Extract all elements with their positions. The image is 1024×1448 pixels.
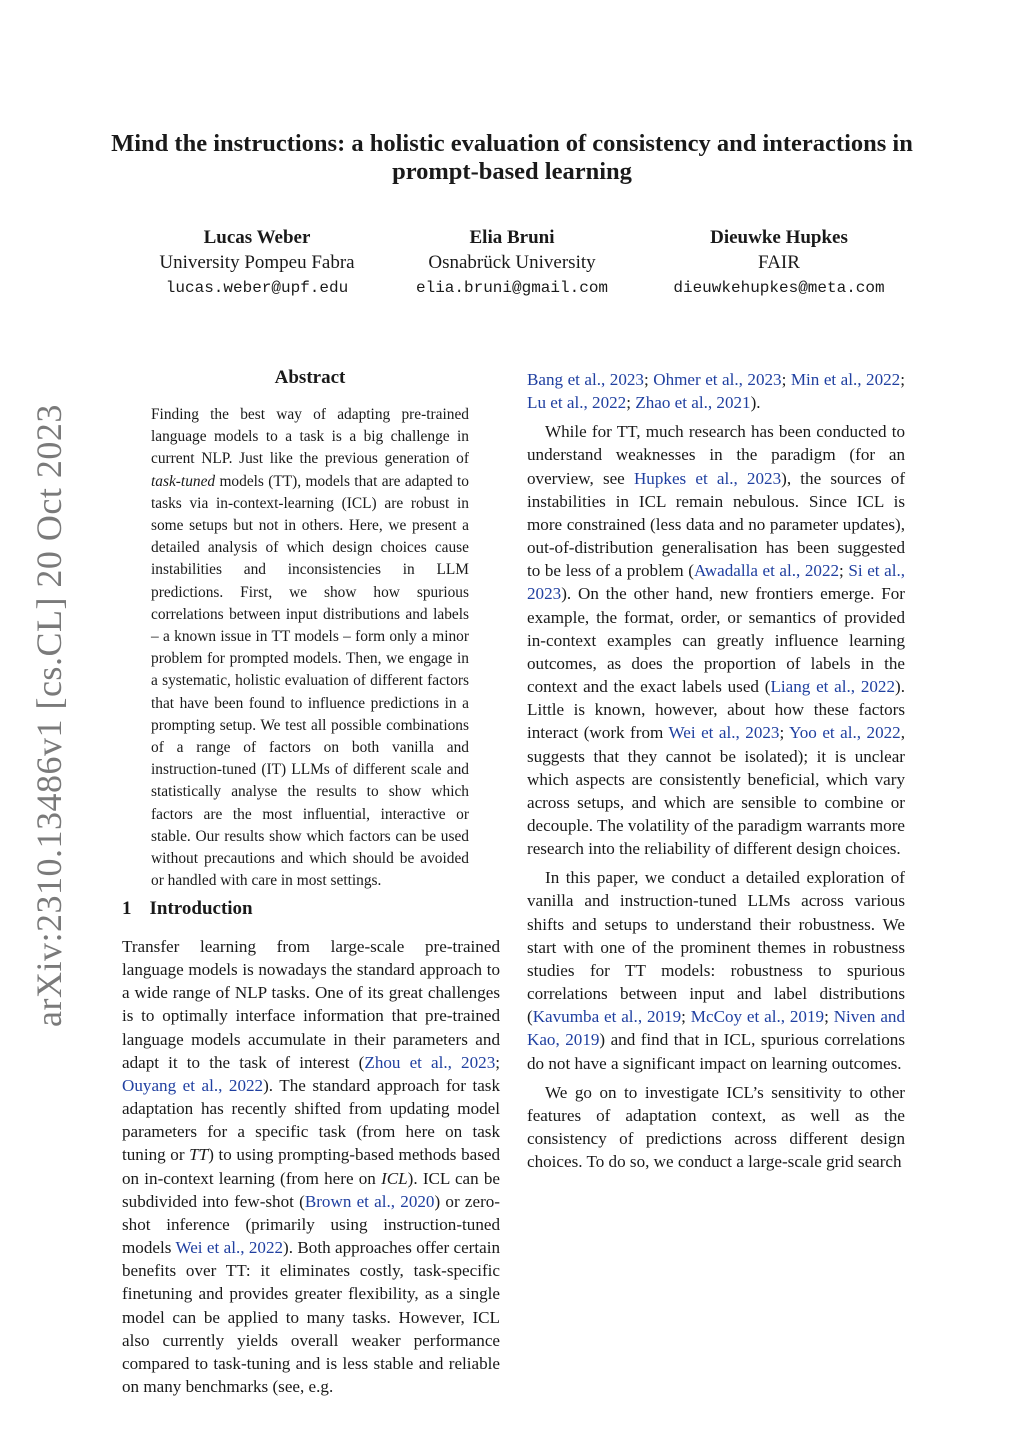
citation-link[interactable]: Brown et al., 2020 — [304, 1191, 435, 1211]
abstract-heading: Abstract — [274, 367, 346, 388]
citation-link[interactable]: Wei et al., 2023 — [668, 723, 780, 743]
section-heading — [122, 898, 253, 920]
citation-link[interactable]: Awadalla et al., 2022 — [693, 561, 840, 581]
citation-link[interactable]: Wei et al., 2022 — [175, 1238, 284, 1258]
author-name: Lucas Weber — [203, 227, 311, 248]
author-email[interactable]: lucas.weber@upf.edu — [165, 279, 349, 297]
citation-link[interactable]: Lu et al., 2022 — [527, 393, 627, 413]
author-name: Dieuwke Hupkes — [710, 227, 848, 248]
emphasis: ICL — [381, 1168, 408, 1188]
paragraph: Bang et al., 2023; Ohmer et al., 2023; Min et al., 2022; Lu et al., 2022; Zhao et al., 2021). — [527, 370, 905, 413]
abstract-text: Finding the best way of adapting pre-trained language models to a task is a big challenge in current NLP. Just like the previous generation of task-tuned models (TT), models that are adapted to tasks via in-context-learning (ICL) are robust in some setups but not in others. Here, we present a detailed analysis of which design choices cause instabilities and inconsistencies in LLM predictions. First, we show how spurious correlations between input distributions and labels – a known issue in TT models – form only a minor problem for prompted models. Then, we engage in a systematic, holistic evaluation of different factors that have been found to influence predictions in a prompting setup. We test all possible combinations of a range of factors on both vanilla and instruction-tuned (IT) LLMs of different scale and statistically analyse the results to show which factors are the most influential, interactive or stable. Our results show which factors can be used without precautions and which should be avoided or handled with care in most settings. — [151, 406, 469, 890]
citation-link[interactable]: McCoy et al., 2019 — [690, 1007, 825, 1027]
paragraph: In this paper, we conduct a detailed exploration of vanilla and instruction-tuned LLMs across various shifts and setups to understand their robustness. We start with one of the prominent themes in robustness studies for TT models: robustness to spurious correlations between input and label distributions (Kavumba et al., 2019; McCoy et al., 2019; Niven and Kao, 2019) and find that in ICL, spurious correlations do not have a significant impact on learning outcomes. — [527, 868, 906, 1073]
left-column — [122, 935, 500, 1404]
citation-link[interactable]: Niven and Kao, 2019 — [527, 1007, 906, 1050]
citation-link[interactable]: Min et al., 2022 — [790, 370, 901, 389]
paragraph: Transfer learning from large-scale pre-trained language models is nowadays the standard approach to a wide range of NLP tasks. One of its great challenges is to optimally interface information that pre-trained language models accumulate in their parameters and adapt it to the task of interest (Zhou et al., 2023; Ouyang et al., 2022). The standard approach for task adaptation has recently shifted from updating model parameters for a specific task (from here on task tuning or TT) to using prompting-based methods based on in-context learning (from here on ICL). ICL can be subdivided into few-shot (Brown et al., 2020) or zero-shot inference (primarily using instruction-tuned models Wei et al., 2022). Both approaches offer certain benefits over TT: it eliminates costly, task-specific finetuning and provides greater flexibility, as a single model can be applied to many tasks. However, ICL also currently yields overall weaker performance compared to task-tuning and is less stable and reliable on many benchmarks (see, e.g. — [122, 937, 501, 1396]
right-column — [527, 368, 905, 1179]
author-affiliation: University Pompeu Fabra — [159, 252, 355, 273]
emphasis: TT — [189, 1145, 209, 1165]
citation-link[interactable]: Kavumba et al., 2019 — [532, 1007, 682, 1027]
author-email[interactable]: elia.bruni@gmail.com — [415, 279, 609, 297]
author-name: Elia Bruni — [469, 227, 555, 248]
author-affiliation: FAIR — [758, 252, 800, 273]
author-affiliation: Osnabrück University — [428, 252, 596, 273]
paper-title: Mind the instructions: a holistic evaluation of consistency and interactions in prompt-based learning — [111, 130, 913, 185]
paragraph: We go on to investigate ICL’s sensitivity to other features of adaptation context, as well as the consistency of predictions across different design choices. To do so, we conduct a large-scale grid search — [527, 1082, 905, 1172]
author-email[interactable]: dieuwkehupkes@meta.com — [673, 279, 885, 297]
citation-link[interactable]: Bang et al., 2023 — [527, 370, 644, 389]
citation-link[interactable]: Liang et al., 2022 — [770, 677, 896, 697]
author-2 — [362, 225, 662, 301]
citation-link[interactable]: Zhao et al., 2021 — [635, 393, 751, 413]
citation-link[interactable]: Zhou et al., 2023 — [364, 1052, 496, 1072]
section-title: Introduction — [149, 898, 253, 919]
citation-link[interactable]: Yoo et al., 2022 — [789, 723, 901, 743]
section-number: 1 — [122, 898, 132, 919]
arxiv-identifier: arXiv:2310.13486v1 [cs.CL] 20 Oct 2023 — [29, 404, 69, 1027]
paragraph: While for TT, much research has been conducted to understand weaknesses in the paradigm (for an overview, see Hupkes et al., 2023), the sources of instabilities in ICL remain nebulous. Since ICL is more constrained (less data and no parameter updates), out-of-distribution generalisation has been suggested to be less of a problem (Awadalla et al., 2022; Si et al., 2023). On the other hand, new frontiers emerge. For example, the format, order, or semantics of provided in-context examples can greatly influence learning outcomes, as does the proportion of labels in the context and the exact labels used (Liang et al., 2022). Little is known, however, about how these factors interact (work from Wei et al., 2023; Yoo et al., 2022, suggests that they cannot be isolated); it is unclear which aspects are consistently beneficial, which vary across setups, and which are sensible to combine or decouple. The volatility of the paradigm warrants more research into the reliability of different design choices. — [527, 422, 906, 859]
emphasis: task-tuned — [151, 472, 216, 490]
citation-link[interactable]: Ohmer et al., 2023 — [653, 370, 782, 389]
citation-link[interactable]: Ouyang et al., 2022 — [122, 1075, 264, 1095]
author-3 — [629, 225, 929, 301]
citation-link[interactable]: Hupkes et al., 2023 — [633, 468, 782, 488]
citation-link[interactable]: Si et al., 2023 — [527, 561, 905, 604]
